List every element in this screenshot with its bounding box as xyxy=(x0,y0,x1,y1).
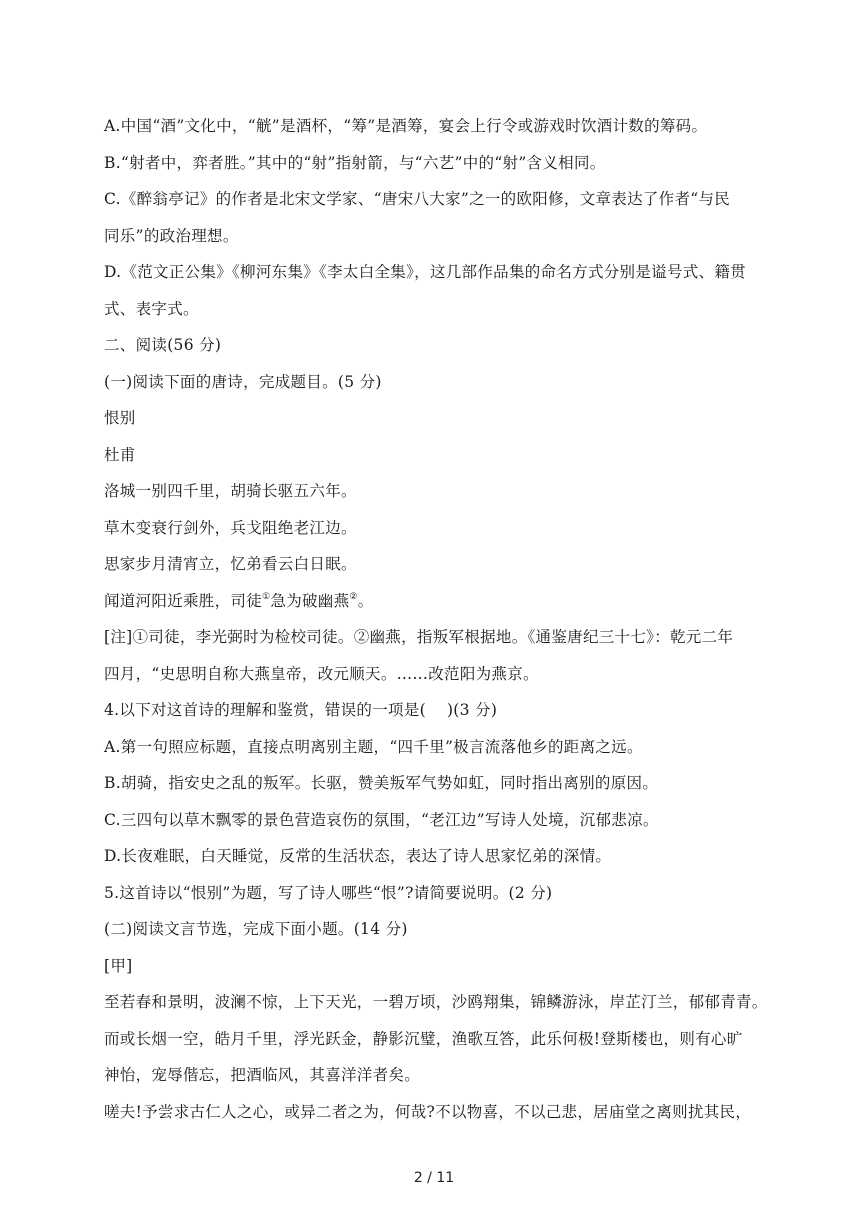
poem-line: 思家步月清宵立，忆弟看云白日眠。 xyxy=(104,555,357,573)
footnote-marker: ② xyxy=(349,591,358,602)
page-number: 2 / 11 xyxy=(413,1170,455,1186)
poem-text: 急为破幽燕 xyxy=(270,591,350,610)
passage-line: 而或长烟一空，皓月千里，浮光跃金，静影沉璧，渔歌互答，此乐何极!登斯楼也，则有心旷 xyxy=(104,1029,743,1048)
passage-line: 至若春和景明，波澜不惊，上下天光，一碧万顷，沙鸥翔集，锦鳞游泳，岸芷汀兰，郁郁青青。 xyxy=(104,993,768,1011)
poem-title: 恨别 xyxy=(104,409,136,427)
poem-line: 草木变衰行剑外，兵戈阻绝老江边。 xyxy=(104,518,357,537)
question-4-option-a: A.第一句照应标题，直接点明离别主题，“四千里”极言流落他乡的距离之远。 xyxy=(104,737,643,756)
option-b-line: B.“射者中，弈者胜。”其中的“射”指射箭，与“六艺”中的“射”含义相同。 xyxy=(104,153,606,172)
question-5: 5.这首诗以“恨别”为题，写了诗人哪些“恨”?请简要说明。(2 分) xyxy=(104,883,553,902)
option-d-line: D.《范文正公集》《柳河东集》《李太白全集》，这几部作品集的命名方式分别是谥号式、籍贯 xyxy=(104,263,746,281)
footnote-marker: ① xyxy=(262,591,271,602)
option-d-continued: 式、表字式。 xyxy=(104,299,199,318)
section-heading-reading: 二、阅读(56 分) xyxy=(104,336,222,354)
option-c-line: C.《醉翁亭记》的作者是北宋文学家、“唐宋八大家”之一的欧阳修，文章表达了作者“与民 xyxy=(104,190,731,208)
page-content xyxy=(104,108,784,1130)
poem-author: 杜甫 xyxy=(104,445,136,464)
poem-line: 洛城一别四千里，胡骑长驱五六年。 xyxy=(104,482,357,500)
passage-line: 嗟夫!予尝求古仁人之心，或异二者之为，何哉?不以物喜，不以己悲，居庙堂之离则扰其民， xyxy=(104,1102,752,1121)
subsection-heading-classical: (二)阅读文言节选，完成下面小题。(14 分) xyxy=(104,920,408,938)
question-4: 4.以下对这首诗的理解和鉴赏，错误的一项是( )(3 分) xyxy=(104,701,498,719)
option-a-line: A.中国“酒”文化中，“觥”是酒杯，“筹”是酒筹，宴会上行令或游戏时饮酒计数的筹码。 xyxy=(104,117,708,135)
poem-annotation: [注]①司徒，李光弼时为检校司徒。②幽燕，指叛军根据地。《通鉴唐纪三十七》：乾元二年 xyxy=(104,628,734,646)
poem-text: 。 xyxy=(357,591,374,610)
question-4-option-b: B.胡骑，指安史之乱的叛军。长驱，赞美叛军气势如虹，同时指出离别的原因。 xyxy=(104,774,659,792)
poem-text: 闻道河阳近乘胜，司徒 xyxy=(104,591,263,610)
subsection-heading-poem: (一)阅读下面的唐诗，完成题目。(5 分) xyxy=(104,372,382,391)
question-4-option-c: C.三四句以草木飘零的景色营造哀伤的氛围，“老江边”写诗人处境，沉郁悲凉。 xyxy=(104,810,659,829)
option-c-continued: 同乐”的政治理想。 xyxy=(104,226,239,245)
question-4-option-d: D.长夜难眠，白天睡觉，反常的生活状态，表达了诗人思家忆弟的深情。 xyxy=(104,847,612,865)
poem-line-with-notes xyxy=(104,583,784,620)
passage-label-jia: [甲] xyxy=(104,956,133,975)
poem-annotation-continued: 四月，“史思明自称大燕皇帝，改元顺天。……改范阳为燕京。 xyxy=(104,664,539,683)
passage-line: 神怡，宠辱偕忘，把酒临风，其喜洋洋者矣。 xyxy=(104,1066,421,1084)
